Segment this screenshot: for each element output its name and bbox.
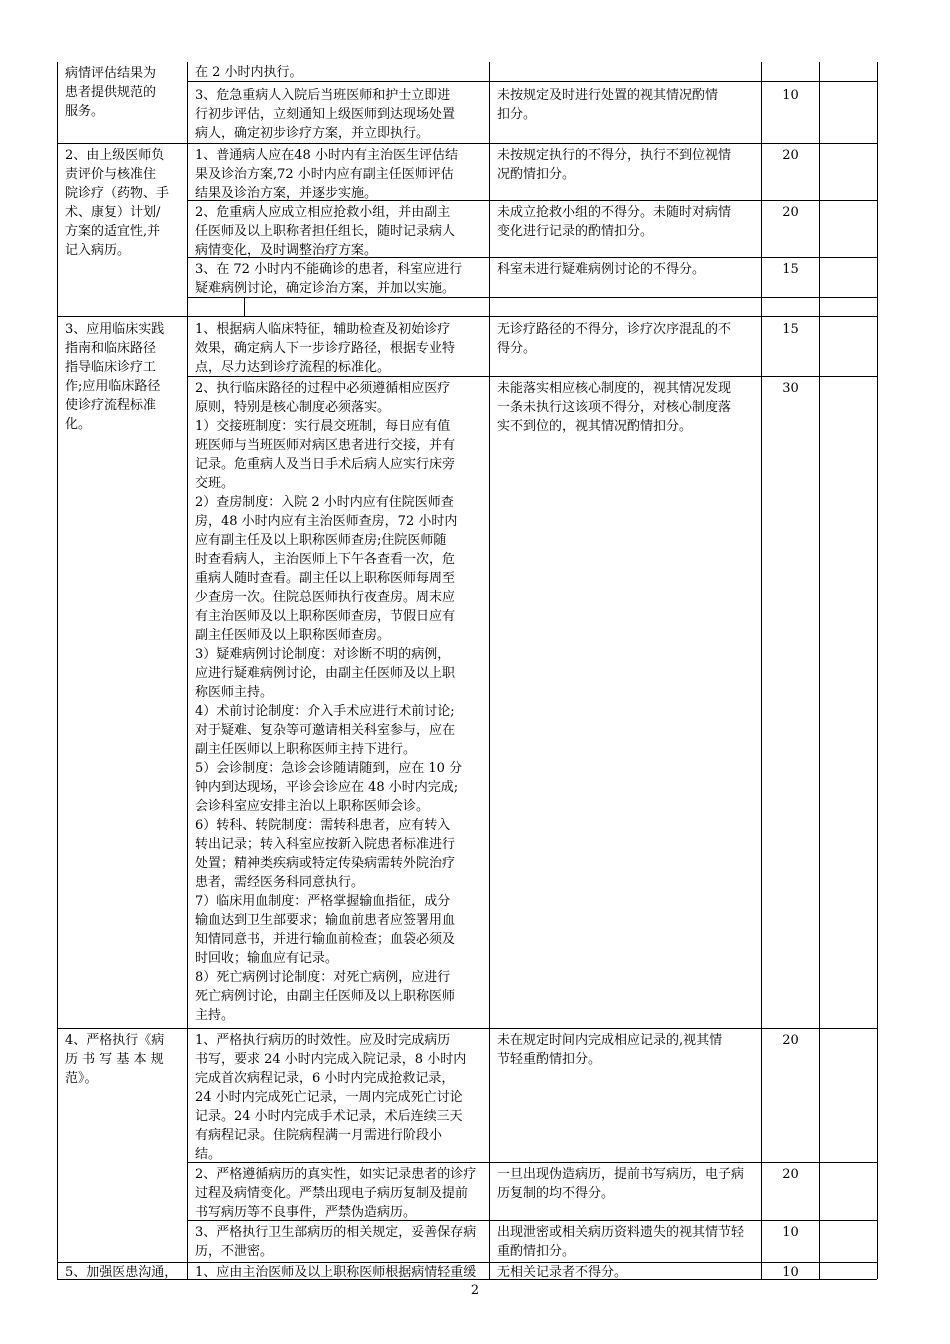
text-line: 无相关记录者不得分。 bbox=[497, 1265, 628, 1279]
text-line: 2、执行临床路径的过程中必须遵循相应医疗 bbox=[195, 381, 451, 396]
text-line: 书写，要求 24 小时内完成入院记录，8 小时内 bbox=[195, 1052, 467, 1067]
text-line: 副主任医师及以上职称医师查房。 bbox=[195, 628, 391, 643]
text-line: 过程及病情变化。严禁出现电子病历复制及提前 bbox=[195, 1186, 469, 1201]
row-line bbox=[187, 1220, 877, 1221]
text-line: 结。 bbox=[195, 1147, 222, 1162]
row-line bbox=[187, 376, 877, 377]
deduction-cell bbox=[497, 146, 757, 184]
criteria-cell bbox=[195, 379, 485, 1027]
text-line: 指南和临床路径 bbox=[65, 341, 157, 356]
text-line: 院诊疗（药物、手 bbox=[65, 186, 170, 201]
text-line: 24 小时内完成死亡记录，一周内完成死亡讨论 bbox=[195, 1090, 463, 1105]
text-line: 8）死亡病例讨论制度：对死亡病例，应进行 bbox=[195, 970, 451, 985]
text-line: 科室未进行疑难病例讨论的不得分。 bbox=[497, 262, 706, 277]
page-number: 2 bbox=[470, 1283, 480, 1298]
row-line bbox=[187, 81, 877, 82]
text-line: 会诊科室应安排主治以上职称医师会诊。 bbox=[195, 799, 430, 814]
text-line: 无诊疗路径的不得分，诊疗次序混乱的不 bbox=[497, 322, 732, 337]
text-line: 5、加强医患沟通， bbox=[65, 1265, 178, 1279]
criteria-cell bbox=[195, 203, 485, 257]
text-line: 未按规定及时进行处置的视其情况酌情 bbox=[497, 88, 719, 103]
text-line: 时查看病人，主治医师上下午各查看一次，危 bbox=[195, 552, 456, 567]
text-line: 点，尽力达到诊疗流程的标准化。 bbox=[195, 360, 391, 375]
text-line: 况酌情扣分。 bbox=[497, 167, 576, 182]
text-line: 6）转科、转院制度：需转科患者，应有转入 bbox=[195, 818, 451, 833]
criteria-cell bbox=[195, 86, 485, 143]
text-line: 2、严格遵循病历的真实性，如实记录患者的诊疗 bbox=[195, 1167, 477, 1182]
text-line: 7）临床用血制度：严格掌握输血指征，成分 bbox=[195, 894, 451, 909]
item-cell bbox=[65, 1031, 183, 1088]
text-line: 3、应用临床实践 bbox=[65, 322, 165, 337]
text-line: 3、在 72 小时内不能确诊的患者，科室应进行 bbox=[195, 262, 463, 277]
text-line: 房，48 小时内应有主治医师查房，72 小时内 bbox=[195, 514, 458, 529]
text-line: 历复制的均不得分。 bbox=[497, 1186, 615, 1201]
text-line: 少查房一次。住院总医师执行夜查房。周末应 bbox=[195, 590, 456, 605]
text-line: 死亡病例讨论，由副主任医师及以上职称医师 bbox=[195, 989, 456, 1004]
text-line: 2、危重病人应成立相应抢救小组，并由副主 bbox=[195, 205, 451, 220]
text-line: 4、严格执行《病 bbox=[65, 1033, 165, 1048]
text-line: 变化进行记录的酌情扣分。 bbox=[497, 224, 654, 239]
text-line: 效果，确定病人下一步诊疗路径，根据专业特 bbox=[195, 341, 456, 356]
score-cell: 15 bbox=[782, 322, 799, 337]
criteria-cell bbox=[195, 1223, 485, 1262]
text-line: 在 2 小时内执行。 bbox=[195, 65, 303, 80]
text-line: 有病程记录。住院病程满一月需进行阶段小 bbox=[195, 1128, 443, 1143]
text-line: 患者提供规范的 bbox=[65, 85, 157, 100]
text-line: 责评价与核准住 bbox=[65, 167, 157, 182]
score-cell: 20 bbox=[782, 148, 799, 163]
text-line: 记入病历。 bbox=[65, 243, 131, 258]
criteria-cell bbox=[195, 1031, 485, 1162]
criteria-cell bbox=[195, 260, 485, 297]
item-cell bbox=[65, 1263, 187, 1279]
text-line: 患者，需经医务科同意执行。 bbox=[195, 875, 365, 890]
text-line: 5）会诊制度：急诊会诊随请随到，应在 10 分 bbox=[195, 761, 463, 776]
text-line: 记录。24 小时内完成手术记录，术后连续三天 bbox=[195, 1109, 463, 1124]
text-line: 转出记录；转入科室应按新入院患者标准进行 bbox=[195, 837, 456, 852]
text-line: 称医师主持。 bbox=[195, 685, 274, 700]
column-divider-4 bbox=[819, 62, 820, 1279]
column-divider-3 bbox=[761, 62, 762, 1279]
deduction-cell bbox=[497, 1165, 757, 1203]
text-line: 节轻重酌情扣分。 bbox=[497, 1052, 602, 1067]
stray-divider bbox=[244, 297, 245, 316]
deduction-cell bbox=[497, 86, 757, 124]
text-line: 重病人随时查看。副主任以上职称医师每周至 bbox=[195, 571, 456, 586]
text-line: 重酌情扣分。 bbox=[497, 1244, 576, 1259]
item-cell bbox=[65, 64, 183, 121]
text-line: 术、康复）计划/ bbox=[65, 205, 161, 220]
row-line bbox=[57, 1028, 877, 1029]
text-line: 方案的适宜性,并 bbox=[65, 224, 161, 239]
text-line: 未在规定时间内完成相应记录的,视其情 bbox=[497, 1033, 723, 1048]
text-line: 指导临床诊疗工 bbox=[65, 360, 157, 375]
text-line: 钟内到达现场，平诊会诊应在 48 小时内完成; bbox=[195, 780, 459, 795]
text-line: 病情变化，及时调整治疗方案。 bbox=[195, 243, 378, 257]
text-line: 范》。 bbox=[65, 1071, 98, 1086]
text-line: 化。 bbox=[65, 417, 92, 432]
text-line: 使诊疗流程标准 bbox=[65, 398, 157, 413]
text-line: 4）术前讨论制度：介入手术应进行术前讨论; bbox=[195, 704, 455, 719]
text-line: 完成首次病程记录，6 小时内完成抢救记录， bbox=[195, 1071, 455, 1086]
text-line: 未按规定执行的不得分，执行不到位视情 bbox=[497, 148, 732, 163]
deduction-cell bbox=[497, 260, 757, 279]
score-cell: 10 bbox=[782, 88, 799, 103]
text-line: 处置；精神类疾病或特定传染病需转外院治疗 bbox=[195, 856, 456, 871]
table-border-right bbox=[877, 62, 878, 1279]
score-cell: 20 bbox=[782, 1167, 799, 1182]
criteria-cell bbox=[195, 320, 485, 376]
text-line: 1、根据病人临床特征，辅助检查及初始诊疗 bbox=[195, 322, 451, 337]
text-line: 1、严格执行病历的时效性。应及时完成病历 bbox=[195, 1033, 451, 1048]
text-line: 病人，确定初步诊疗方案，并立即执行。 bbox=[195, 126, 430, 141]
score-cell: 20 bbox=[782, 1033, 799, 1048]
text-line: 3）疑难病例讨论制度：对诊断不明的病例， bbox=[195, 647, 451, 662]
text-line: 扣分。 bbox=[497, 107, 537, 122]
text-line: 未成立抢救小组的不得分。未随时对病情 bbox=[497, 205, 732, 220]
text-line: 原则，特别是核心制度必须落实。 bbox=[195, 400, 391, 415]
row-line bbox=[187, 297, 877, 298]
text-line: 服务。 bbox=[65, 104, 105, 119]
table-bottom-line bbox=[57, 1279, 877, 1280]
text-line: 交班。 bbox=[195, 476, 235, 491]
text-line: 3、严格执行卫生部病历的相关规定，妥善保存病 bbox=[195, 1225, 477, 1240]
score-cell: 10 bbox=[782, 1265, 799, 1279]
text-line: 得分。 bbox=[497, 341, 537, 356]
score-cell: 30 bbox=[782, 381, 799, 396]
text-line: 历，不泄密。 bbox=[195, 1244, 274, 1259]
text-line: 有主治医师及以上职称医师查房，节假日应有 bbox=[195, 609, 456, 624]
text-line: 记录。危重病人及当日手术后病人应实行床旁 bbox=[195, 457, 456, 472]
row-line bbox=[187, 1162, 877, 1163]
text-line: 时回收；输血应有记录。 bbox=[195, 951, 339, 966]
table-border-left bbox=[57, 62, 58, 1279]
score-cell: 15 bbox=[782, 262, 799, 277]
text-line: 历 书 写 基 本 规 bbox=[65, 1052, 164, 1067]
text-line: 任医师及以上职称者担任组长，随时记录病人 bbox=[195, 224, 456, 239]
score-cell: 20 bbox=[782, 205, 799, 220]
criteria-cell bbox=[195, 146, 485, 200]
text-line: 1）交接班制度：实行晨交班制，每日应有值 bbox=[195, 419, 451, 434]
text-line: 作;应用临床路径 bbox=[65, 379, 161, 394]
text-line: 一旦出现伪造病历，提前书写病历，电子病 bbox=[497, 1167, 745, 1182]
text-line: 班医师与当班医师对病区患者进行交接，并有 bbox=[195, 438, 456, 453]
text-line: 应进行疑难病例讨论，由副主任医师及以上职 bbox=[195, 666, 456, 681]
text-line: 果及诊治方案,72 小时内应有副主任医师评估 bbox=[195, 167, 454, 182]
text-line: 对于疑难、复杂等可邀请相关科室参与，应在 bbox=[195, 723, 456, 738]
text-line: 输血达到卫生部要求；输血前患者应签署用血 bbox=[195, 913, 456, 928]
text-line: 知情同意书，并进行输血前检查；血袋必须及 bbox=[195, 932, 456, 947]
text-line: 结果及诊治方案，并逐步实施。 bbox=[195, 186, 378, 200]
text-line: 主持。 bbox=[195, 1008, 235, 1023]
item-cell bbox=[65, 146, 183, 260]
text-line: 未能落实相应核心制度的，视其情况发现 bbox=[497, 381, 732, 396]
text-line: 书写病历等不良事件，严禁伪造病历。 bbox=[195, 1205, 417, 1220]
text-line: 1、普通病人应在48 小时内有主治医生评估结 bbox=[195, 148, 458, 163]
text-line: 出现泄密或相关病历资料遗失的视其情节轻 bbox=[497, 1225, 745, 1240]
column-divider-2 bbox=[489, 62, 490, 1279]
text-line: 2）查房制度：入院 2 小时内应有住院医师查 bbox=[195, 495, 454, 510]
text-line: 3、危急重病人入院后当班医师和护士立即进 bbox=[195, 88, 451, 103]
criteria-cell bbox=[195, 1165, 485, 1220]
deduction-cell bbox=[497, 203, 757, 241]
column-divider-1 bbox=[187, 62, 188, 1279]
deduction-cell bbox=[497, 1223, 757, 1261]
row-line bbox=[57, 143, 877, 144]
text-line: 1、应由主治医师及以上职称医师根据病情轻重缓 bbox=[195, 1265, 477, 1279]
text-line: 行初步评估，立刻通知上级医师到达现场处置 bbox=[195, 107, 456, 122]
deduction-cell bbox=[497, 1263, 757, 1279]
text-line: 一条未执行这该项不得分，对核心制度落 bbox=[497, 400, 732, 415]
row-line bbox=[57, 316, 877, 317]
text-line: 副主任医师以上职称医师主持下进行。 bbox=[195, 742, 417, 757]
row-line bbox=[187, 257, 877, 258]
deduction-cell bbox=[497, 379, 757, 436]
deduction-cell bbox=[497, 1031, 757, 1069]
text-line: 2、由上级医师负 bbox=[65, 148, 165, 163]
text-line: 病情评估结果为 bbox=[65, 66, 157, 81]
text-line: 应有副主任及以上职称医师查房;住院医师随 bbox=[195, 533, 447, 548]
criteria-cell bbox=[195, 1263, 487, 1279]
deduction-cell bbox=[497, 320, 757, 358]
text-line: 实不到位的，视其情况酌情扣分。 bbox=[497, 419, 693, 434]
item-cell bbox=[65, 320, 183, 434]
text-line: 疑难病例讨论，确定诊治方案，并加以实施。 bbox=[195, 281, 456, 296]
score-cell: 10 bbox=[782, 1225, 799, 1240]
criteria-cell bbox=[195, 63, 485, 81]
row-line bbox=[187, 200, 877, 201]
